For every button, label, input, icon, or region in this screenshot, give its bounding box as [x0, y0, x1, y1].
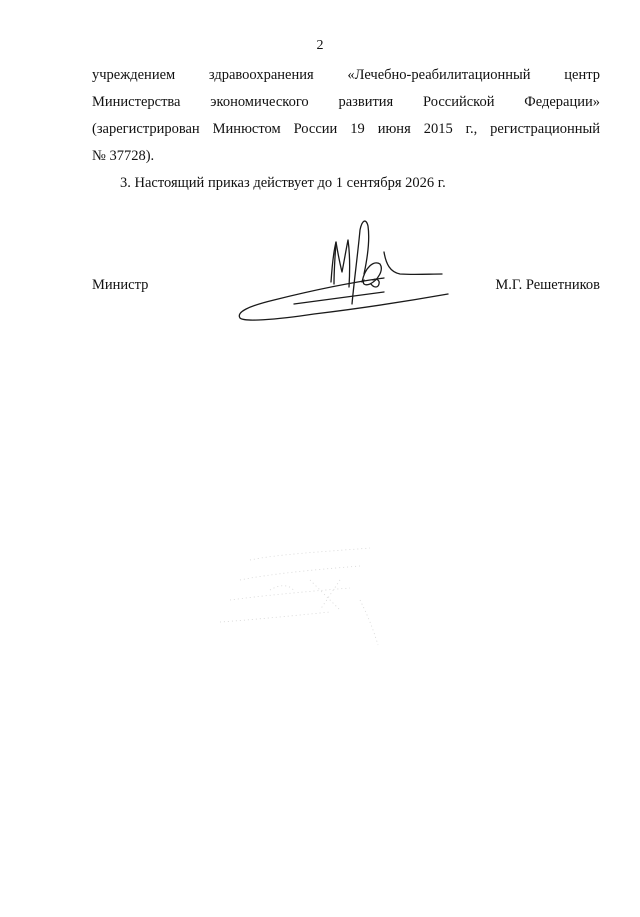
text-line-2 [92, 89, 600, 116]
handwritten-signature [234, 212, 454, 327]
faint-stamp-trace [210, 540, 390, 650]
word: 2015 [423, 121, 453, 137]
word: центр [564, 67, 600, 83]
word: Федерации» [524, 94, 600, 110]
word: Минюстом [212, 121, 281, 137]
word: (зарегистрирован [92, 121, 200, 137]
word: Министерства [92, 94, 181, 110]
word: июня [377, 121, 411, 137]
word: «Лечебно-реабилитационный [347, 67, 531, 83]
word: учреждением [92, 67, 176, 83]
clause-3: 3. Настоящий приказ действует до 1 сентября 2026 г. [120, 175, 446, 191]
word: Российской [423, 94, 495, 110]
text-line-4: № 37728). [92, 148, 155, 164]
word: экономического [210, 94, 309, 110]
signer-name: М.Г. Решетников [495, 277, 600, 293]
word: развития [338, 94, 394, 110]
word: России [293, 121, 338, 137]
page-number: 2 [316, 38, 324, 53]
text-line-1 [92, 62, 600, 89]
word: здравоохранения [208, 67, 314, 83]
signer-position: Министр [92, 277, 149, 293]
word: регистрационный [490, 121, 600, 137]
word: г., [465, 121, 478, 137]
paragraph-continuation [92, 62, 600, 170]
text-line-3 [92, 116, 600, 143]
word: 19 [350, 121, 365, 137]
